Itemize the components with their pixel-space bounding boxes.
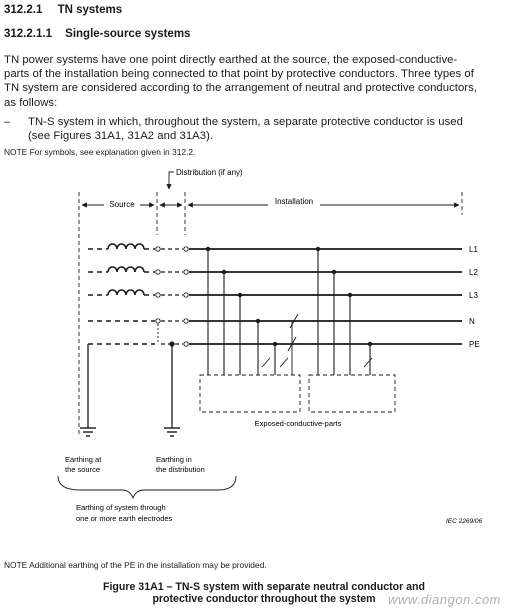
subsection-heading: [4, 28, 190, 40]
load2-drops: [318, 249, 370, 375]
label-n: N: [469, 317, 475, 326]
intro-paragraph: [4, 53, 477, 110]
subsection-title: Single-source systems: [65, 28, 191, 40]
list-item-marker: –: [4, 116, 11, 128]
load1-drops: [208, 249, 275, 375]
distribution-segments: [161, 249, 183, 344]
watermark: www.diangon.com: [388, 592, 501, 607]
caption-line: protective conductor throughout the system: [152, 593, 376, 605]
section-heading: [4, 4, 122, 16]
load2-junction-dots: [316, 247, 372, 346]
earthing-system-line2: one or more earth electrodes: [76, 514, 173, 523]
exposed-part-box-2: [309, 375, 395, 412]
subsection-number: 312.2.1.1: [4, 28, 52, 40]
distribution-label: Distribution (if any): [176, 168, 243, 177]
paragraph-line: as follows:: [4, 96, 58, 109]
exposed-part-box-1: [200, 375, 300, 412]
paragraph-line: TN system are considered according to the arrangement of neutral and protective conductors,: [4, 82, 477, 95]
tn-s-system-diagram: [0, 160, 528, 540]
note-symbols: NOTE For symbols, see explanation given in 312.2.: [4, 147, 196, 157]
exposed-parts-label: Exposed-conductive-parts: [254, 419, 342, 428]
source-feeders: [88, 249, 155, 344]
terminal-markers: [156, 247, 188, 346]
installation-label: Installation: [274, 197, 314, 206]
earthing-source-line2: the source: [65, 465, 101, 474]
list-item: [28, 115, 463, 143]
earthing-source-line1: Earthing at: [65, 455, 102, 464]
caption-line: Figure 31A1 – TN-S system with separate neutral conductor and: [102, 581, 425, 593]
earth-symbol-source: [80, 428, 96, 436]
pe-junction-dot: [169, 341, 174, 346]
note-additional-earthing: NOTE Additional earthing of the PE in the installation may be provided.: [4, 560, 267, 570]
winding-l2: [108, 267, 144, 272]
paragraph-line: parts of the installation being connected to that point by protective conductors. Three types of: [4, 68, 474, 81]
section-title: TN systems: [57, 4, 123, 16]
label-pe: PE: [469, 340, 480, 349]
installation-conductors: [189, 249, 462, 344]
earthing-system-line1: Earthing of system through: [76, 503, 166, 512]
earthing-bracket: [58, 476, 236, 498]
earthing-distribution-line2: the distribution: [156, 465, 205, 474]
earthing-distribution-line1: Earthing in: [156, 455, 192, 464]
winding-l1: [108, 244, 144, 249]
label-l2: L2: [469, 268, 478, 277]
label-l1: L1: [469, 245, 478, 254]
source-label: Source: [109, 200, 135, 209]
distribution-pointer-arrow: [169, 172, 174, 189]
list-item-line: TN-S system in which, throughout the system, a separate protective conductor is used: [28, 116, 463, 128]
earth-symbol-distribution: [164, 428, 180, 436]
section-number: 312.2.1: [4, 4, 43, 16]
winding-l3: [108, 290, 144, 295]
paragraph-line: TN power systems have one point directly earthed at the source, the exposed-conductive-: [4, 54, 458, 66]
list-item-line: (see Figures 31A1, 31A2 and 31A3).: [28, 130, 214, 143]
source-windings: [108, 244, 144, 295]
iec-reference: IEC 2269/06: [446, 518, 483, 525]
switch-marks: [262, 314, 372, 367]
label-l3: L3: [469, 291, 478, 300]
load1-junction-dots: [206, 247, 277, 346]
